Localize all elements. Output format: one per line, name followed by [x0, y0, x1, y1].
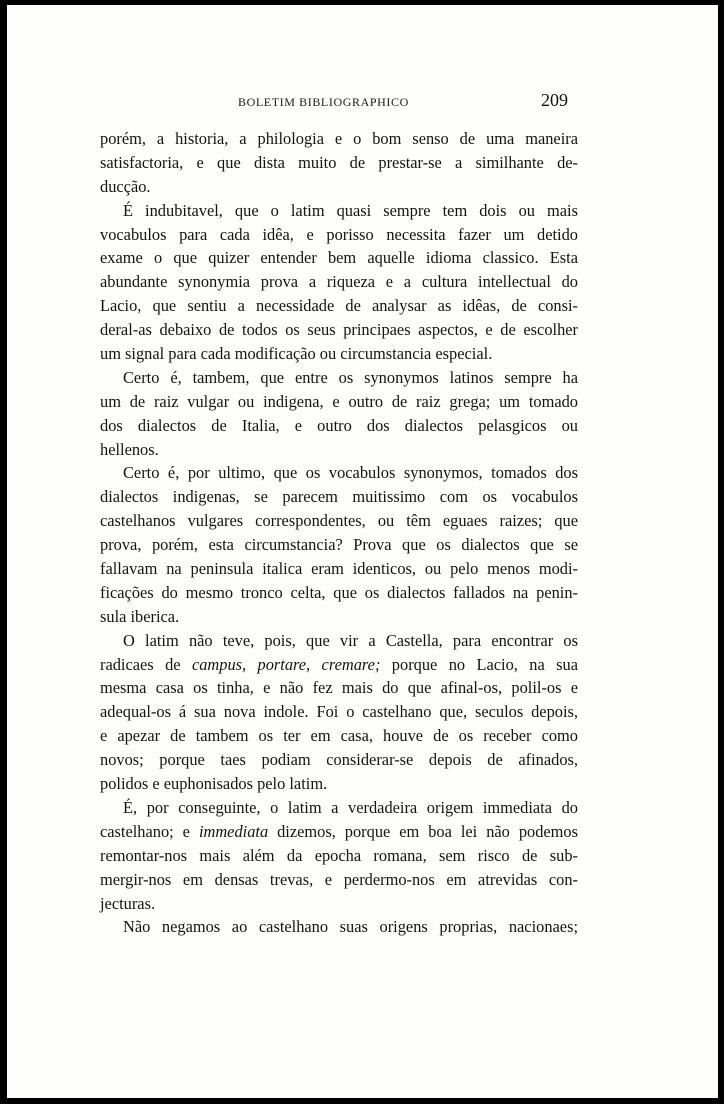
paragraph-start-line: Certo é, por ultimo, que os vocabulos synonymos, tomados dos [123, 463, 578, 483]
text-line: um de raiz vulgar ou indigena, e outro de raiz grega; um tomado [100, 391, 578, 411]
text-line: Lacio, que sentiu a necessidade de analysar as idêas, de consi- [100, 296, 578, 316]
text-line-with-italics [100, 653, 578, 677]
text-line: dos dialectos de Italia, e outro dos dialectos pelasgicos ou [100, 415, 578, 435]
text-line: novos; porque taes podiam considerar-se depois de afinados, [100, 750, 578, 770]
paragraph-start-line: É, por conseguinte, o latim a verdadeira origem immediata do [123, 797, 578, 817]
text-line: castelhanos vulgares correspondentes, ou têm eguaes raizes; que [100, 511, 578, 531]
text-line: sula iberica. [100, 606, 180, 626]
page-number: 209 [541, 90, 568, 110]
text-run: radicaes de [100, 654, 181, 674]
text-line: satisfactoria, e que dista muito de prestar-se a similhante de- [100, 152, 578, 172]
text-line: mesma casa os tinha, e não fez mais do que afinal-os, polil-os e [100, 678, 578, 698]
text-line: ducção. [100, 176, 151, 196]
text-run: porque no Lacio, na sua [391, 654, 578, 674]
paragraph-start-line: O latim não teve, pois, que vir a Castella, para encontrar os [123, 630, 578, 650]
text-line: hellenos. [100, 439, 159, 459]
text-line: porém, a historia, a philologia e o bom senso de uma maneira [100, 129, 578, 148]
text-line: deral-as debaixo de todos os seus principaes aspectos, e de escolher [100, 320, 578, 340]
text-line: ficações do mesmo tronco celta, que os dialectos fallados na penin- [100, 582, 578, 602]
text-run: castelhano; e [100, 821, 190, 841]
body-text [100, 127, 578, 939]
text-line: fallavam na peninsula italica eram identicos, ou pelo menos modi- [100, 559, 578, 579]
text-run: dizemos, porque em boa lei não podemos [277, 821, 578, 841]
running-title: BOLETIM BIBLIOGRAPHICO [238, 95, 409, 109]
text-line: exame o que quizer entender bem aquelle idioma classico. Esta [100, 248, 578, 268]
paragraph-start-line: Certo é, tambem, que entre os synonymos latinos sempre ha [123, 367, 578, 387]
text-line: polidos e euphonisados pelo latim. [100, 774, 328, 794]
text-line: abundante synonymia prova a riqueza e a cultura intellectual do [100, 272, 578, 292]
text-line: vocabulos para cada idêa, e porisso necessita fazer um detido [100, 224, 578, 244]
text-line: dialectos indigenas, se parecem muitissimo com os vocabulos [100, 487, 578, 507]
text-line: prova, porém, esta circumstancia? Prova que os dialectos que se [100, 535, 578, 555]
text-line: adequal-os á sua nova indole. Foi o castelhano que, seculos depois, [100, 702, 578, 722]
italic-word: immediata [198, 821, 269, 841]
text-line: um signal para cada modificação ou circumstancia especial. [100, 344, 493, 364]
text-line: mergir-nos em densas trevas, e perdermo-nos em atrevidas con- [100, 869, 578, 889]
text-line: e apezar de tambem os ter em casa, houve de os receber como [100, 726, 578, 746]
text-line: jecturas. [100, 893, 156, 913]
italic-latin-words: campus, portare, cremare; [191, 654, 381, 674]
paragraph-start-line: Não negamos ao castelhano suas origens proprias, nacionaes; [123, 917, 578, 937]
text-line: remontar-nos mais além da epocha romana, sem risco de sub- [100, 845, 578, 865]
paragraph-start-line: É indubitavel, que o latim quasi sempre tem dois ou mais [123, 200, 578, 220]
book-page [7, 5, 718, 1098]
text-line-with-italics [100, 820, 578, 844]
page-header [7, 90, 718, 117]
